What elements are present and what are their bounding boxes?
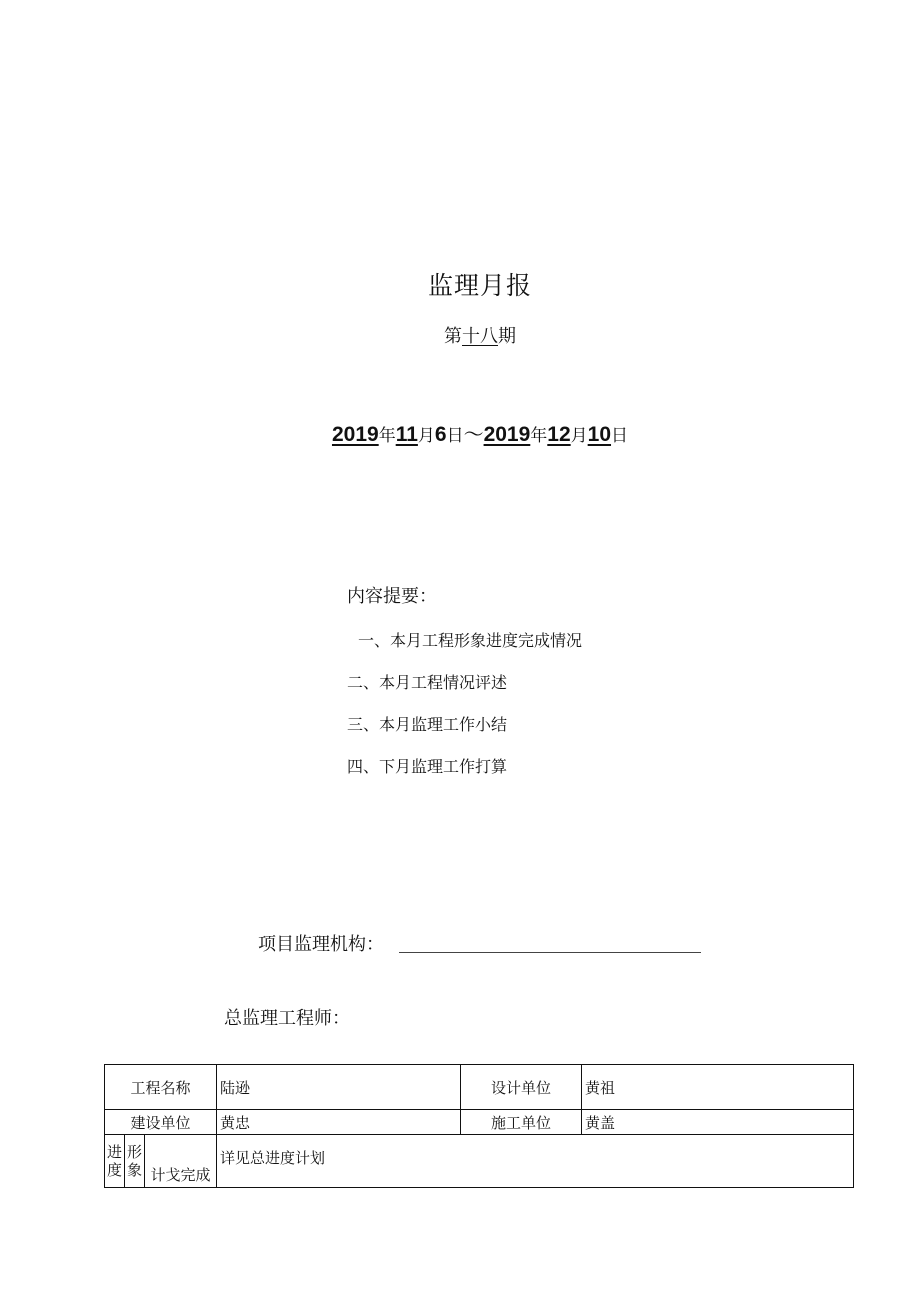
start-month-unit: 月 [417,426,435,446]
table-row [105,1065,854,1110]
end-month-unit: 月 [570,426,588,446]
design-unit-value: 黄祖 [582,1065,854,1110]
toc-item-4: 四、下月监理工作打算 [347,757,508,776]
table-row [105,1110,854,1135]
end-day: 10 [587,423,612,446]
end-year: 2019 [483,423,531,446]
toc-item-3: 三、本月监理工作小结 [347,715,508,734]
end-day-unit: 日 [611,426,629,446]
page-title: 监理月报 [427,271,532,300]
plan-label: 计戈完成 [145,1135,217,1188]
issue-suffix: 期 [498,326,516,347]
period-separator: ～ [463,422,484,446]
toc-item-1: 一、本月工程形象进度完成情况 [358,631,583,650]
owner-value: 黄忠 [217,1110,461,1135]
issue-prefix: 第 [444,326,462,347]
report-period [0,418,920,447]
progress-char-4: 象 [126,1161,142,1179]
project-name-value: 陆逊 [217,1065,461,1110]
start-month: 11 [395,423,418,446]
progress-label-col2 [125,1135,145,1188]
issue-number [0,322,920,348]
design-unit-label: 设计单位 [461,1065,582,1110]
org-label: 项目监理机构： [258,934,384,955]
contractor-value: 黄盖 [582,1110,854,1135]
issue-number-value: 十八 [462,326,498,347]
progress-label-col1 [105,1135,125,1188]
toc-title: 内容提要： [347,586,437,607]
end-month: 12 [547,423,571,446]
end-year-unit: 年 [530,426,548,446]
progress-char-3: 形 [126,1143,142,1161]
toc-item-2: 二、本月工程情况评述 [347,673,508,692]
start-day: 6 [434,423,447,446]
start-year-unit: 年 [378,426,396,446]
start-day-unit: 日 [446,426,464,446]
owner-label: 建设单位 [105,1110,217,1135]
start-year: 2019 [331,423,379,446]
project-name-label: 工程名称 [105,1065,217,1110]
progress-char-1: 进 [106,1143,122,1161]
table-row [105,1135,854,1188]
contractor-label: 施工单位 [461,1110,582,1135]
progress-char-2: 度 [106,1161,122,1179]
project-info-table [104,1064,854,1188]
org-signature-line [399,952,701,953]
plan-value: 详见总进度计划 [217,1135,854,1188]
chief-engineer-label: 总监理工程师： [224,1008,350,1029]
